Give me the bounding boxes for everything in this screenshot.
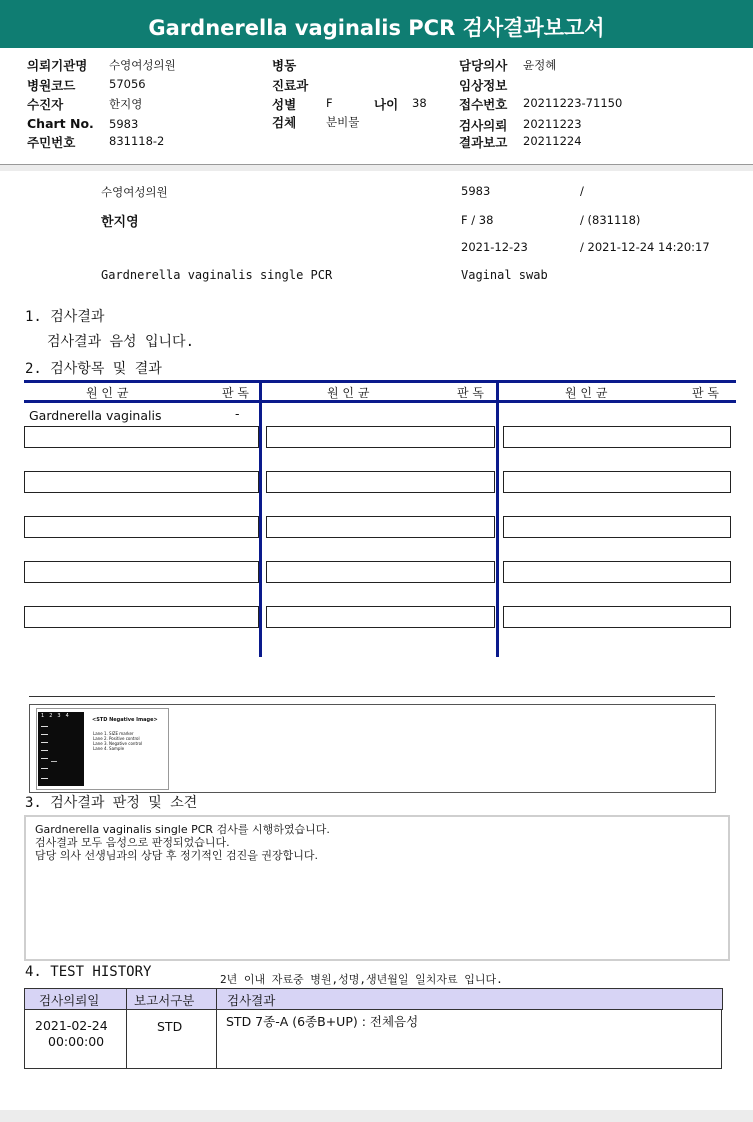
result-cell <box>266 561 495 583</box>
result-cell <box>266 426 495 448</box>
col-head-judge-3: 판 독 <box>692 386 719 400</box>
summary-sex-age: F / 38 <box>461 213 494 227</box>
header-value-chart: 5983 <box>109 117 139 131</box>
gel-image <box>38 712 84 786</box>
history-note: 2년 이내 자료중 병원,성명,생년월일 일치자료 입니다. <box>220 973 503 986</box>
gel-band <box>41 734 48 735</box>
section1-result: 검사결과 음성 입니다. <box>47 334 195 350</box>
opinion-line: 담당 의사 선생님과의 상담 후 정기적인 검진을 권장합니다. <box>35 849 318 862</box>
header-label-clinic: 의뢰기관명 <box>27 58 88 73</box>
report-title: Gardnerella vaginalis PCR 검사결과보고서 <box>0 0 753 48</box>
header-label-receipt-no: 접수번호 <box>459 97 508 112</box>
history-row-type: STD <box>157 1019 183 1034</box>
header-label-age: 나이 <box>374 97 399 112</box>
header-label-hospital-code: 병원코드 <box>27 78 76 93</box>
header-label-sex: 성별 <box>272 97 297 112</box>
header-divider-band <box>0 165 753 171</box>
summary-date-report: / 2021-12-24 14:20:17 <box>580 240 710 254</box>
summary-clinic: 수영여성의원 <box>101 185 168 199</box>
result-cell <box>503 606 731 628</box>
result-cell <box>503 561 731 583</box>
history-header-result: 검사결과 <box>227 993 276 1008</box>
section2-title: 2. 검사항목 및 결과 <box>25 361 162 377</box>
header-label-specimen: 검체 <box>272 115 297 130</box>
section1-title: 1. 검사결과 <box>25 309 105 325</box>
history-header-type: 보고서구분 <box>134 993 195 1008</box>
result-cell <box>24 426 259 448</box>
header-label-report-date: 결과보고 <box>459 135 508 150</box>
header-label-request-date: 검사의뢰 <box>459 118 508 133</box>
gel-band <box>41 758 48 759</box>
opinion-text <box>26 817 728 862</box>
gel-lane-2: 2 <box>49 713 58 719</box>
history-right-border <box>721 1009 722 1069</box>
header-label-ward: 병동 <box>272 58 297 73</box>
col-head-organism-3: 원 인 균 <box>565 386 608 400</box>
summary-date-request: 2021-12-23 <box>461 240 528 254</box>
header-value-sex: F <box>326 96 333 110</box>
gel-lane-3: 3 <box>57 713 66 719</box>
history-header-date: 검사의뢰일 <box>39 993 100 1008</box>
footer-band <box>0 1110 753 1122</box>
grid-header-rule <box>24 400 736 403</box>
result-cell <box>503 426 731 448</box>
result-cell <box>24 561 259 583</box>
col-head-organism-1: 원 인 균 <box>86 386 129 400</box>
result-cell <box>24 516 259 538</box>
result-cell <box>24 606 259 628</box>
gel-legend-line: Lane 1. SIZE marker <box>93 731 134 736</box>
header-value-specimen: 분비물 <box>326 115 360 129</box>
gel-band <box>41 750 48 751</box>
header-label-dept: 진료과 <box>272 78 309 93</box>
gel-legend-line: Lane 3. Negative control <box>93 741 143 746</box>
grid-divider-2 <box>496 380 499 657</box>
grid-divider-1 <box>259 380 262 657</box>
item-organism-name: Gardnerella vaginalis <box>29 408 162 423</box>
col-head-judge-1: 판 독 <box>222 386 249 400</box>
grid-top-rule <box>24 380 736 383</box>
gel-lane-4: 4 <box>65 713 74 719</box>
summary-name: 한지영 <box>101 215 139 230</box>
result-cell <box>503 516 731 538</box>
gel-legend-line: Lane 2. Positive control <box>93 736 140 741</box>
section4-title: 4. TEST HISTORY <box>25 964 152 980</box>
header-value-request-date: 20211223 <box>523 117 582 131</box>
summary-chart-sep: / <box>580 184 584 198</box>
gel-lane-numbers <box>41 713 74 719</box>
gel-band <box>41 768 48 769</box>
header-value-patient: 한지영 <box>109 97 143 111</box>
summary-specimen: Vaginal swab <box>461 268 548 282</box>
history-col-divider-2 <box>216 988 217 1068</box>
history-header-row <box>24 988 723 1010</box>
summary-test-name: Gardnerella vaginalis single PCR <box>101 268 333 282</box>
result-cell <box>266 606 495 628</box>
result-cell <box>24 471 259 493</box>
header-label-doctor: 담당의사 <box>459 58 508 73</box>
item-organism-result: - <box>235 406 240 421</box>
gel-legend-line: Lane 4. Sample <box>93 746 125 751</box>
header-label-resident-id: 주민번호 <box>27 135 76 150</box>
history-row-time: 00:00:00 <box>48 1034 105 1049</box>
result-cell <box>503 471 731 493</box>
header-value-clinic: 수영여성의원 <box>109 58 176 72</box>
header-label-patient: 수진자 <box>27 97 64 112</box>
gel-band <box>41 778 48 779</box>
gel-band <box>41 726 48 727</box>
result-cell <box>266 471 495 493</box>
header-value-resident-id: 831118-2 <box>109 134 165 148</box>
history-left-border <box>24 1009 25 1069</box>
header-label-clinical-info: 임상정보 <box>459 78 508 93</box>
col-head-organism-2: 원 인 균 <box>327 386 370 400</box>
header-value-report-date: 20211224 <box>523 134 582 148</box>
gel-legend <box>93 731 142 751</box>
gel-lane-1: 1 <box>41 713 50 719</box>
summary-birth: / (831118) <box>580 213 641 227</box>
header-label-chart: Chart No. <box>27 116 94 131</box>
col-head-judge-2: 판 독 <box>457 386 484 400</box>
header-value-hospital-code: 57056 <box>109 77 146 91</box>
opinion-line: 검사결과 모두 음성으로 판정되었습니다. <box>35 836 230 849</box>
header-value-receipt-no: 20211223-71150 <box>523 96 623 110</box>
header-value-doctor: 윤정혜 <box>523 58 557 72</box>
history-bottom-rule <box>24 1068 721 1069</box>
result-cell <box>266 516 495 538</box>
gel-band <box>41 742 48 743</box>
opinion-line: Gardnerella vaginalis single PCR 검사를 시행하였습니다. <box>35 823 330 836</box>
gel-band <box>51 761 57 762</box>
header-value-age: 38 <box>412 96 427 110</box>
gel-legend-title: <STD Negative Image> <box>92 717 158 723</box>
history-row-date: 2021-02-24 <box>35 1018 108 1033</box>
section3-title: 3. 검사결과 판정 및 소견 <box>25 795 198 811</box>
gel-image-panel <box>36 708 169 790</box>
opinion-box <box>24 815 730 961</box>
summary-chart: 5983 <box>461 184 491 198</box>
history-col-divider-1 <box>126 988 127 1068</box>
image-top-rule <box>29 696 715 697</box>
history-row-result: STD 7종-A (6종B+UP) : 전체음성 <box>226 1014 419 1029</box>
